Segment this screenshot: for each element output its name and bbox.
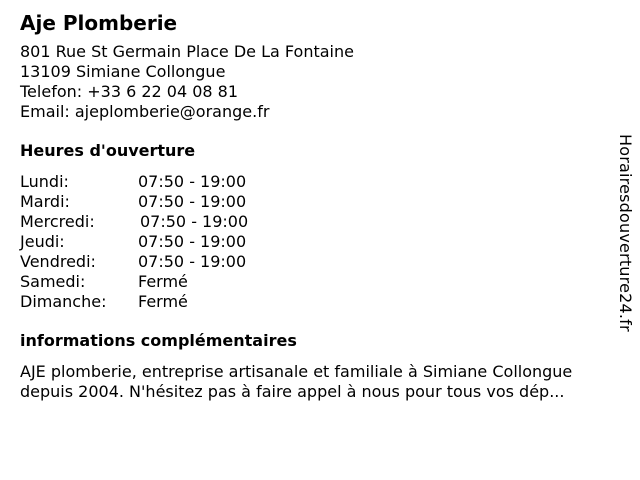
day-label: Dimanche: bbox=[20, 292, 107, 311]
day-label: Lundi: bbox=[20, 172, 69, 191]
hours-row-vendredi bbox=[20, 252, 620, 272]
time-value: 07:50 - 19:00 bbox=[138, 232, 247, 251]
hours-row-mercredi bbox=[20, 212, 620, 232]
hours-row-lundi bbox=[20, 172, 620, 192]
hours-row-mardi bbox=[20, 192, 620, 212]
phone-text: Telefon: +33 6 22 04 08 81 bbox=[20, 82, 239, 101]
hours-row-jeudi bbox=[20, 232, 620, 252]
day-label: Samedi: bbox=[20, 272, 86, 291]
time-value: 07:50 - 19:00 bbox=[138, 172, 247, 191]
business-name: Aje Plomberie bbox=[20, 11, 178, 35]
hours-row-samedi bbox=[20, 272, 620, 292]
time-value: Fermé bbox=[138, 272, 188, 291]
time-value: 07:50 - 19:00 bbox=[140, 212, 249, 231]
time-value: 07:50 - 19:00 bbox=[138, 252, 247, 271]
hours-heading: Heures d'ouverture bbox=[20, 141, 196, 160]
hours-row-dimanche bbox=[20, 292, 620, 312]
time-value: Fermé bbox=[138, 292, 188, 311]
info-description: AJE plomberie, entreprise artisanale et familiale à Simiane Collongue depuis 2004. N'hésitez pas à faire appel à nous pour tous vos dép... bbox=[20, 362, 573, 401]
hours-list bbox=[20, 172, 620, 312]
address-line-2: 13109 Simiane Collongue bbox=[20, 62, 226, 81]
day-label: Mardi: bbox=[20, 192, 70, 211]
time-value: 07:50 - 19:00 bbox=[138, 192, 247, 211]
info-heading: informations complémentaires bbox=[20, 331, 297, 350]
day-label: Mercredi: bbox=[20, 212, 95, 231]
day-label: Vendredi: bbox=[20, 252, 96, 271]
site-watermark: Horairesdouverture24.fr bbox=[616, 134, 635, 332]
business-card bbox=[20, 10, 620, 402]
address-line-1: 801 Rue St Germain Place De La Fontaine bbox=[20, 42, 354, 61]
day-label: Jeudi: bbox=[20, 232, 65, 251]
email-text: Email: ajeplomberie@orange.fr bbox=[20, 102, 270, 121]
